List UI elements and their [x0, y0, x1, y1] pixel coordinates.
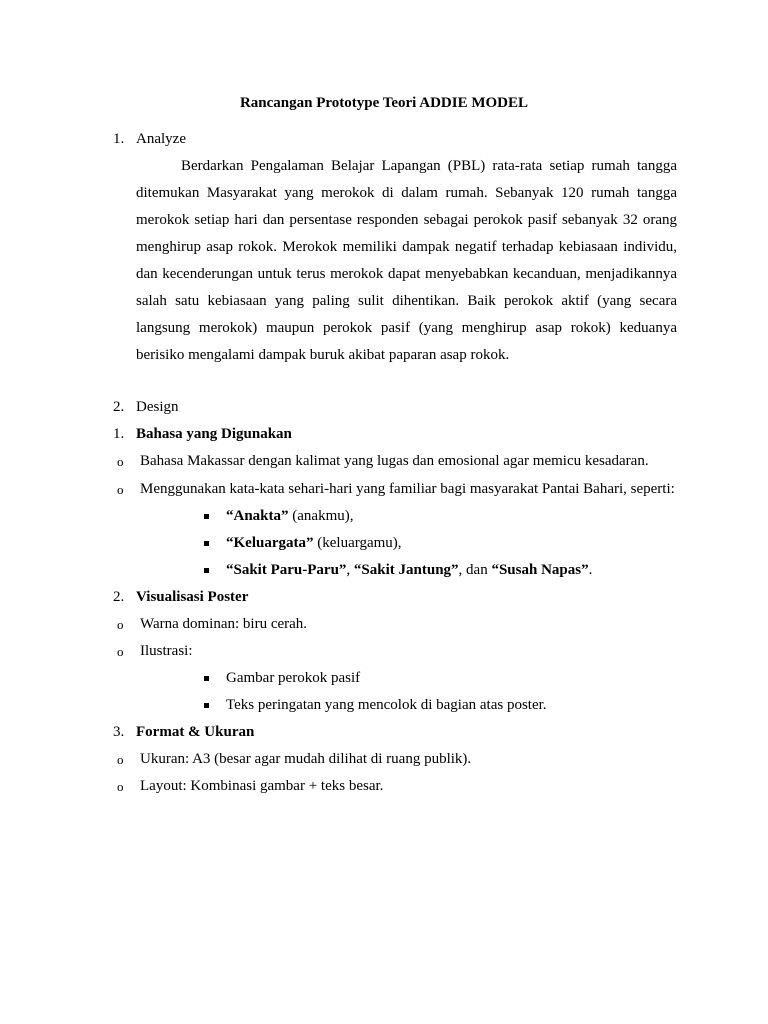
bullet-marker: o — [117, 752, 124, 767]
bahasa-bullet-2: Menggunakan kata-kata sehari-hari yang familiar bagi masyarakat Pantai Bahari, seperti: — [140, 481, 675, 497]
section-2-heading: Design — [136, 399, 179, 415]
design-item-2-heading: Visualisasi Poster — [136, 589, 249, 605]
visual-sub-bullet-1: Gambar perokok pasif — [226, 670, 361, 686]
section-1-number: 1. — [113, 131, 125, 147]
bahasa-bullet-1: Bahasa Makassar dengan kalimat yang lugas dan emosional agar memicu kesadaran. — [140, 453, 649, 469]
section-1-heading: Analyze — [136, 131, 186, 147]
visual-sub-bullet-2: Teks peringatan yang mencolok di bagian atas poster. — [226, 697, 547, 713]
bullet-marker: o — [117, 617, 124, 632]
bullet-marker: o — [117, 644, 124, 659]
example-item-penyakit: “Sakit Paru-Paru”, “Sakit Jantung”, dan “Susah Napas”. — [226, 562, 593, 578]
square-bullet-icon — [204, 534, 209, 552]
bullet-marker: o — [117, 454, 124, 469]
square-bullet-icon — [204, 561, 209, 579]
example-item-keluargata: “Keluargata” (keluargamu), — [226, 535, 402, 551]
square-bullet-icon — [204, 507, 209, 525]
bullet-marker: o — [117, 779, 124, 794]
design-item-1-heading: Bahasa yang Digunakan — [136, 426, 292, 442]
visual-bullet-1: Warna dominan: biru cerah. — [140, 616, 308, 632]
analyze-paragraph: Berdarkan Pengalaman Belajar Lapangan (PBL) rata-rata setiap rumah tangga ditemukan Masyarakat yang merokok di dalam rumah. Sebanyak 120 rumah tangga merokok setiap hari dan persentase responden sebagai perokok pasif sebanyak 32 orang menghirup asap rokok. Merokok memiliki dampak negatif terhadap kebiasaan individu, dan kecenderungan untuk terus merokok dapat menyebabkan kecanduan, menjadikannya salah satu kebiasaan yang paling sulit dihentikan. Baik perokok aktif (yang secara langsung merokok) maupun perokok pasif (yang menghirup asap rokok) keduanya berisiko mengalami dampak buruk akibat paparan asap rokok. — [136, 158, 677, 363]
visual-bullet-2: Ilustrasi: — [140, 643, 193, 659]
example-item-anakta: “Anakta” (anakmu), — [226, 508, 354, 524]
square-bullet-icon — [204, 669, 209, 687]
design-item-3-number: 3. — [113, 724, 125, 740]
format-bullet-1: Ukuran: A3 (besar agar mudah dilihat di ruang publik). — [140, 751, 472, 767]
design-item-3-heading: Format & Ukuran — [136, 724, 255, 740]
design-item-1-number: 1. — [113, 426, 125, 442]
format-bullet-2: Layout: Kombinasi gambar + teks besar. — [140, 778, 384, 794]
square-bullet-icon — [204, 696, 209, 714]
design-item-2-number: 2. — [113, 589, 125, 605]
document-title: Rancangan Prototype Teori ADDIE MODEL — [239, 95, 529, 111]
bullet-marker: o — [117, 482, 124, 497]
section-2-number: 2. — [113, 399, 125, 415]
